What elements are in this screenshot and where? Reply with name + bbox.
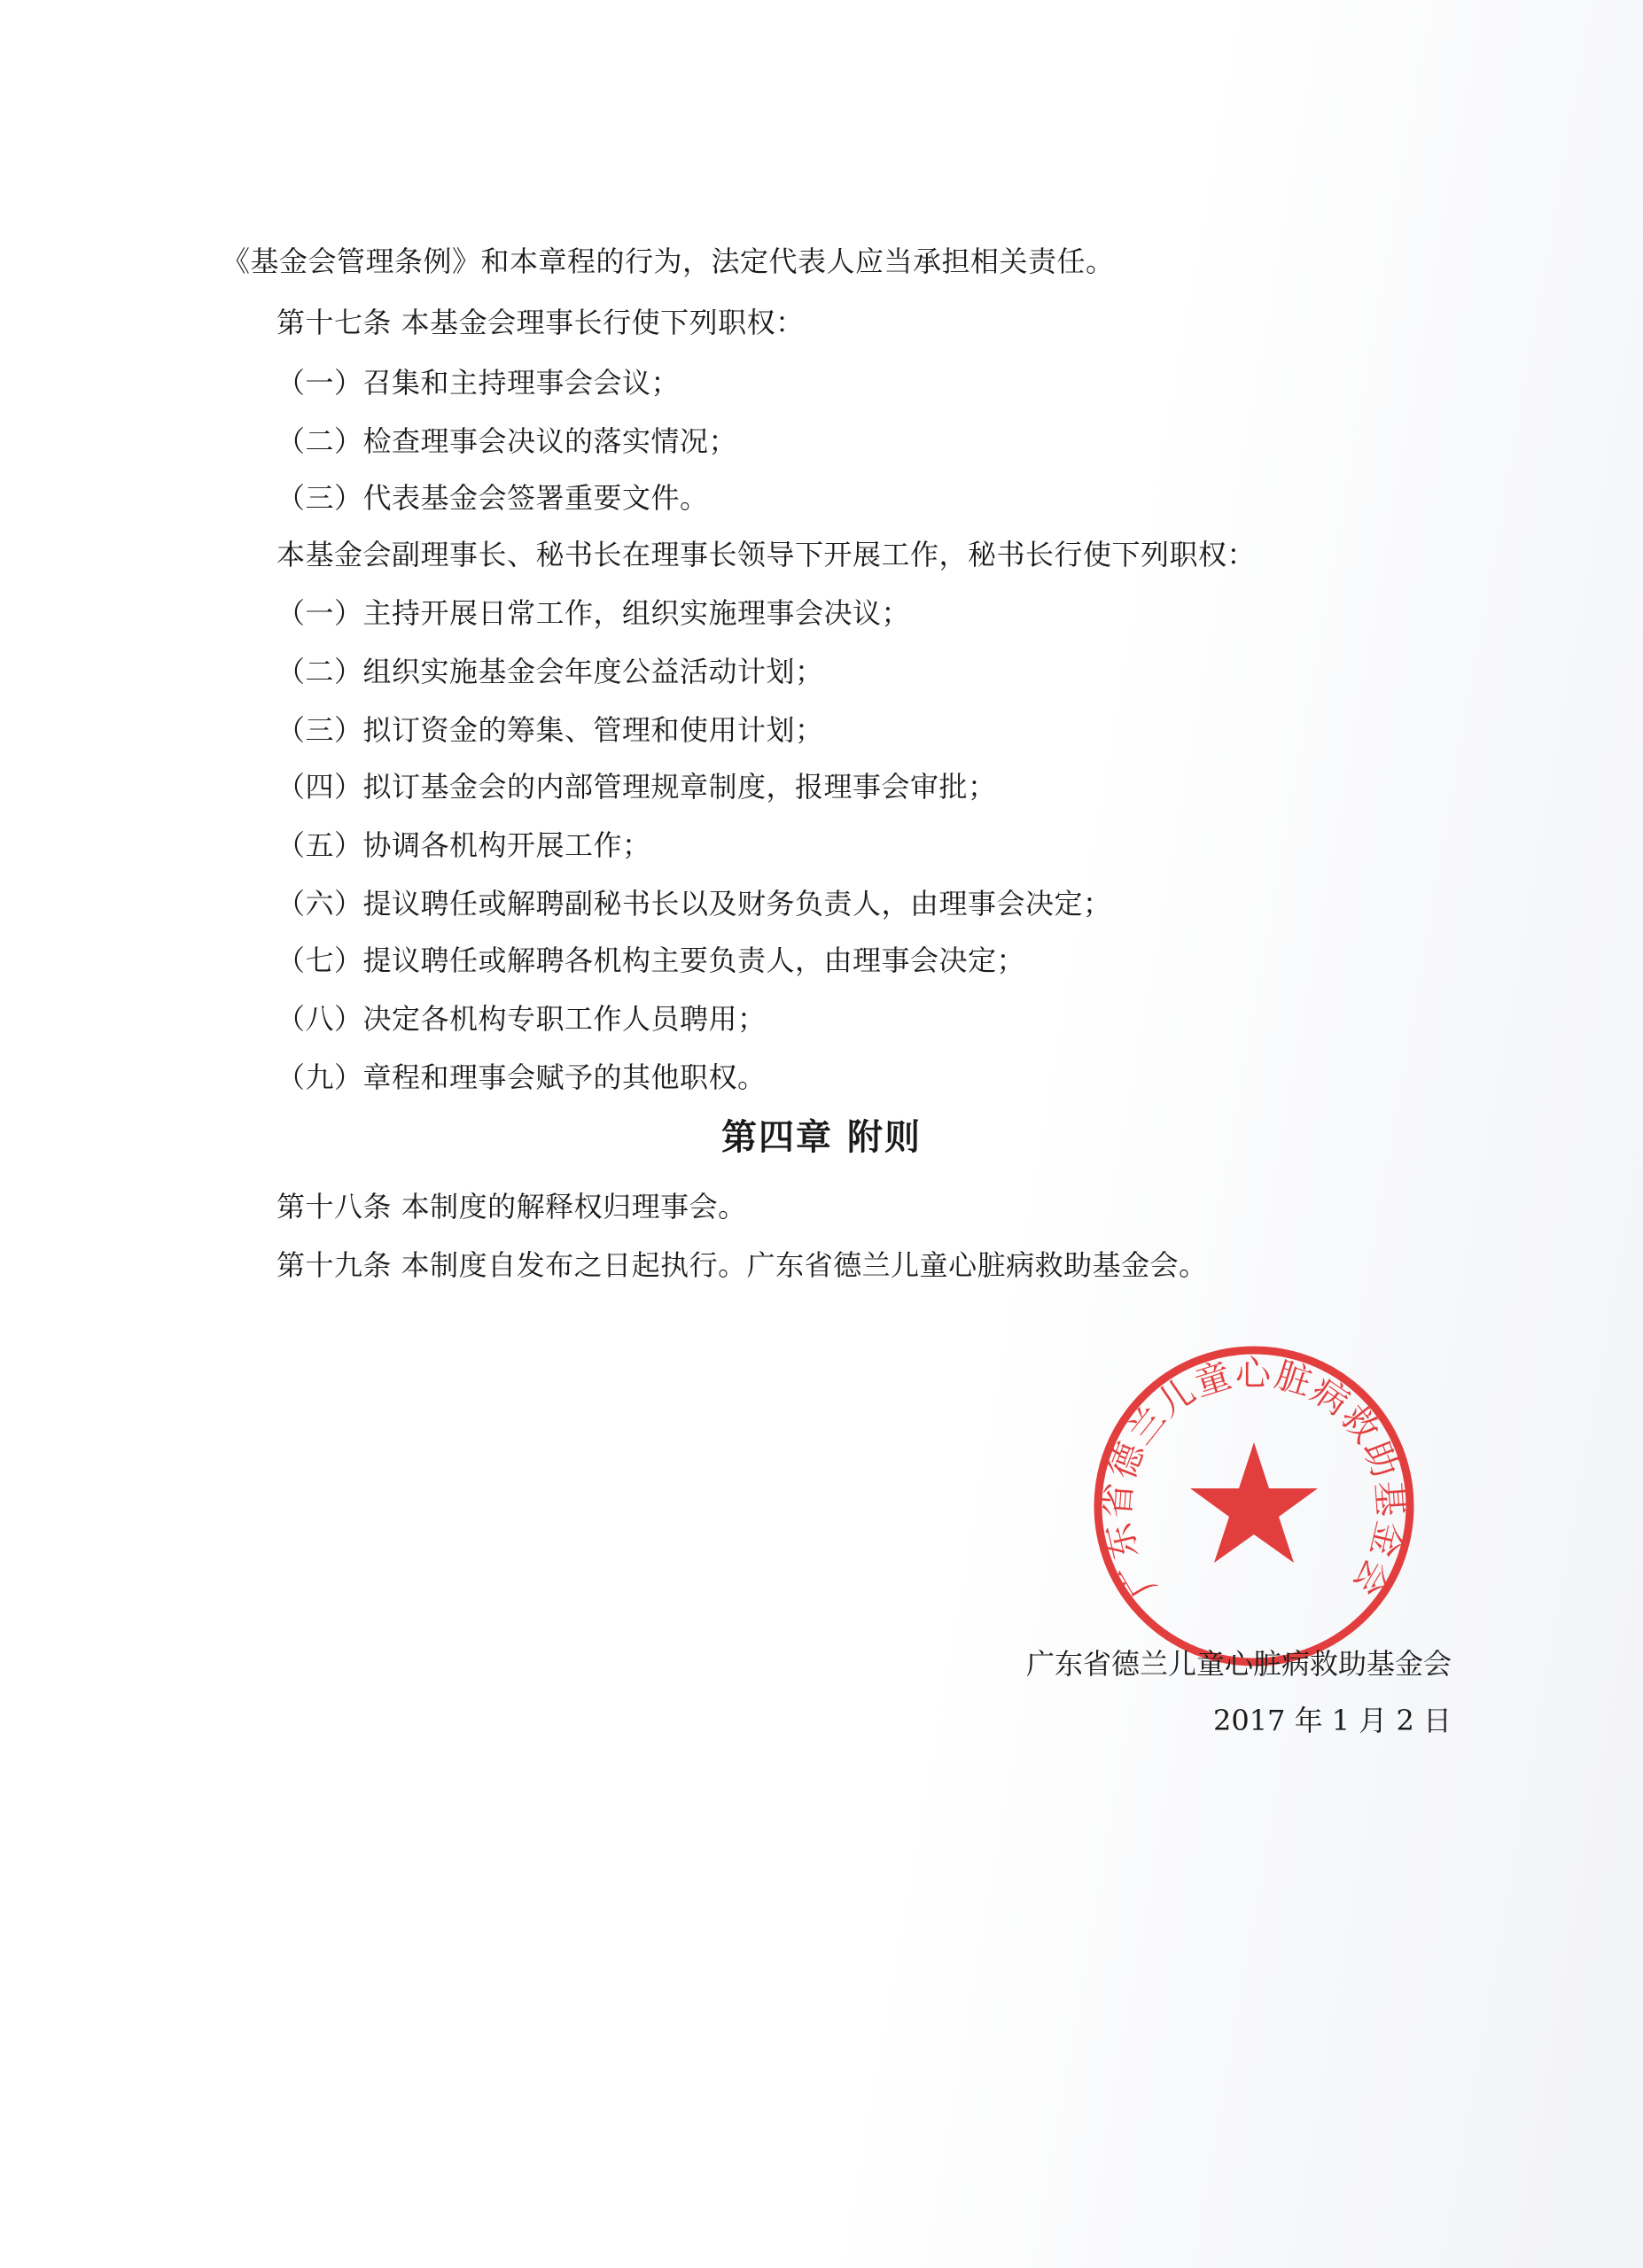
signature-date: 2017 年 1 月 2 日 [1212,1704,1452,1737]
list-item: （一）召集和主持理事会会议； [276,366,681,400]
list-item: （二）组织实施基金会年度公益活动计划； [276,655,824,688]
list-item: （三）代表基金会签署重要文件。 [276,481,709,515]
list-item: （一）主持开展日常工作，组织实施理事会决议； [276,596,911,630]
list-item: （七）提议聘任或解聘各机构主要负责人，由理事会决定； [276,944,1026,977]
article-17: 第十七条 本基金会理事长行使下列职权： [276,306,805,339]
list-item: （六）提议聘任或解聘副秘书长以及财务负责人，由理事会决定； [276,887,1112,920]
list-item: （二）检查理事会决议的落实情况； [276,424,738,458]
text-line: 本基金会副理事长、秘书长在理事长领导下开展工作，秘书长行使下列职权： [276,538,1257,571]
list-item: （四）拟订基金会的内部管理规章制度，报理事会审批； [276,770,997,804]
seal-star-icon [1190,1442,1318,1563]
chapter-heading: 第四章 附则 [721,1117,922,1158]
official-seal-icon [1086,1338,1422,1674]
list-item: （九）章程和理事会赋予的其他职权。 [276,1060,767,1094]
list-item: （五）协调各机构开展工作； [276,828,651,862]
seal-text: 广东省德兰儿童心脏病救助基金会 [1096,1353,1412,1604]
list-item: （八）决定各机构专职工作人员聘用； [276,1002,767,1036]
article-18: 第十八条 本制度的解释权归理事会。 [276,1190,747,1223]
article-19: 第十九条 本制度自发布之日起执行。广东省德兰儿童心脏病救助基金会。 [276,1248,1208,1282]
signature-organization: 广东省德兰儿童心脏病救助基金会 [1025,1647,1452,1681]
list-item: （三）拟订资金的筹集、管理和使用计划； [276,713,824,747]
text-line-1: 《基金会管理条例》和本章程的行为，法定代表人应当承担相关责任。 [222,245,1115,278]
